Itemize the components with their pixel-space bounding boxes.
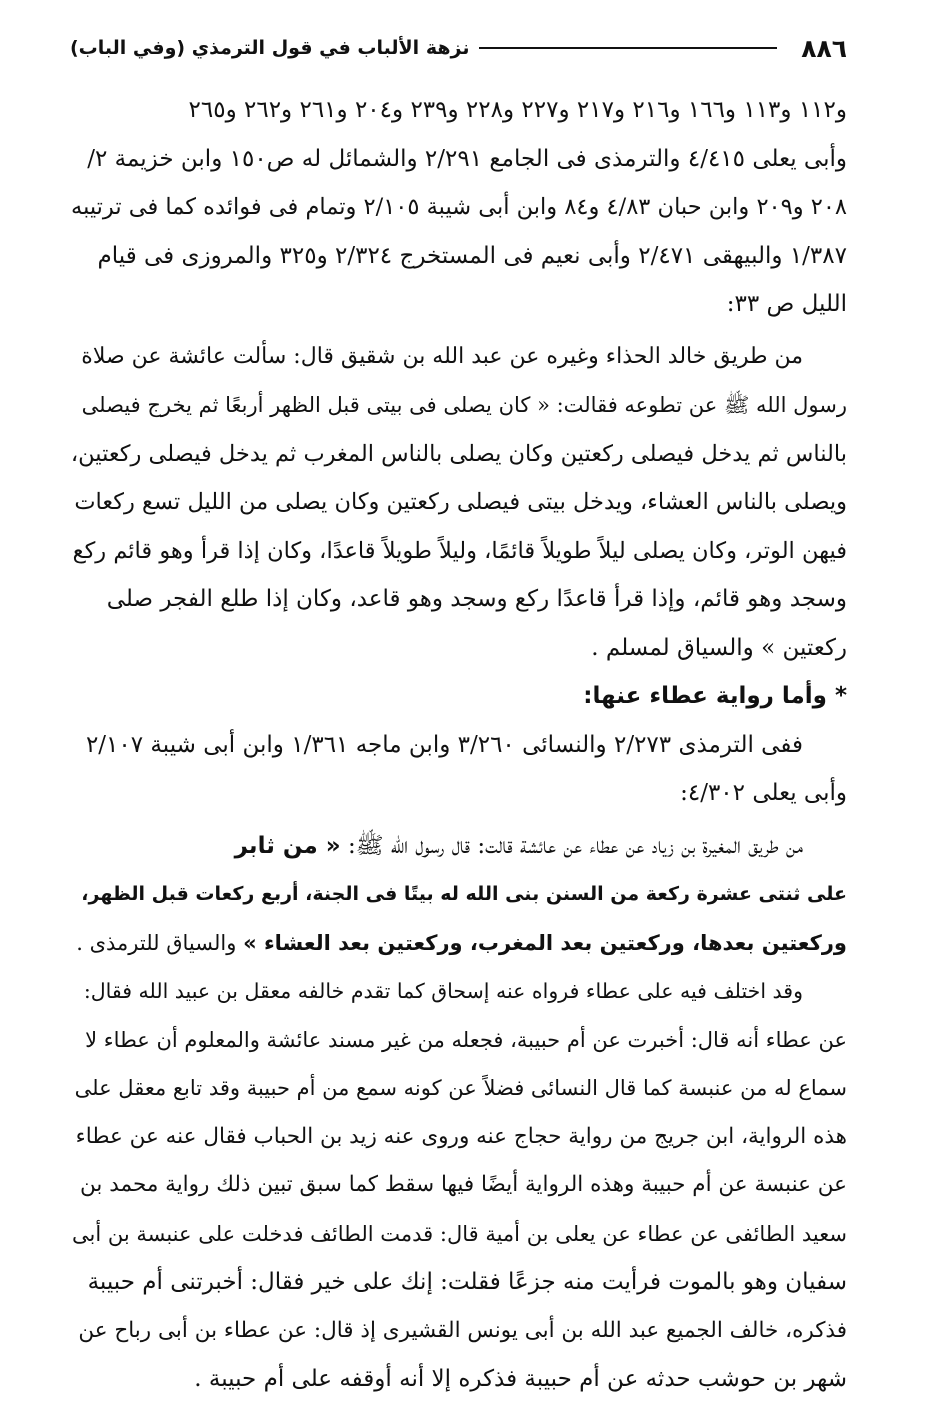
paragraph-discussion — [70, 967, 847, 1404]
text-line — [70, 822, 847, 871]
text-bold: « من ثابر — [234, 832, 341, 859]
running-title: نزهة الألباب في قول الترمذي (وفي الباب) — [70, 37, 470, 59]
text-line: ٢٠٨ و٢٠٩ وابن حبان ٤/٨٣ و٨٤ وابن أبى شيبة ٢/١٠٥ وتمام فى فوائده كما فى ترتيبه — [71, 194, 847, 220]
text-line: فذكره، خالف الجميع عبد الله بن أبى يونس القشيرى إذ قال: عن عطاء بن أبى رباح عن — [78, 1317, 847, 1343]
text-line: ركعتين » والسياق لمسلم . — [591, 634, 847, 661]
text-plain: من طريق المغيرة بن زياد عن عطاء عن عائشة قالت: قال رسول الله ﷺ: — [340, 832, 803, 859]
paragraph-hadith-aisha — [70, 333, 847, 673]
text-line: فيهن الوتر، وكان يصلى ليلاً طويلاً قائمًا، وليلاً طويلاً قاعدًا، وكان إذا قرأ وهو قائم ركع — [72, 537, 847, 564]
paragraph-hadith-text — [70, 822, 847, 968]
text-line — [70, 919, 847, 968]
paragraph-references — [70, 86, 847, 329]
text-bold: وركعتين بعدها، وركعتين بعد المغرب، وركعتين بعد العشاء » — [243, 930, 847, 955]
text-line: سفيان وهو بالموت فرأيت منه جزعًا فقلت: إنك على خير فقال: أخبرتنى أم حبيبة — [87, 1269, 847, 1295]
text-line: هذه الرواية، ابن جريج من رواية حجاج عنه وروى عنه زيد بن الحباب فقال عنه عن عطاء — [75, 1123, 847, 1149]
text-line: ويصلى بالناس العشاء، ويدخل بيتى فيصلى ركعتين وكان يصلى من الليل تسع ركعات — [74, 489, 847, 515]
text-line: وقد اختلف فيه على عطاء فرواه عنه إسحاق كما تقدم خالفه معقل بن عبيد الله فقال: — [83, 979, 803, 1003]
text-line: سعيد الطائفى عن عطاء عن يعلى بن أمية قال: قدمت الطائف فدخلت على عنبسة بن أبى — [71, 1221, 847, 1246]
section-heading: * وأما رواية عطاء عنها: — [583, 683, 847, 709]
text-line: ١/٣٨٧ والبيهقى ٢/٤٧١ وأبى نعيم فى المستخرج ٢/٣٢٤ و٣٢٥ والمروزى فى قيام — [97, 242, 847, 269]
text-line: عن عنبسة عن أم حبيبة وهذه الرواية أيضًا فيها سقط كما سبق تبين ذلك رواية محمد بن — [80, 1172, 847, 1197]
page-number: ٨٨٦ — [801, 33, 847, 63]
text-line: وأبى يعلى ٤/٤١٥ والترمذى فى الجامع ٢/٢٩١ والشمائل له ص١٥٠ وابن خزيمة ٢/ — [87, 145, 847, 172]
text-line: على ثنتى عشرة ركعة من السنن بنى الله له بيتًا فى الجنة، أربع ركعات قبل الظهر، — [81, 883, 847, 905]
text-line: شهر بن حوشب حدثه عن أم حبيبة فذكره إلا أنه أوقفه على أم حبيبة . — [194, 1366, 847, 1392]
text-line: رسول الله ﷺ عن تطوعه فقالت: « كان يصلى فى بيتى قبل الظهر أربعًا ثم يخرج فيصلى — [81, 393, 847, 417]
text-line: وسجد وهو قائم، وإذا قرأ قاعدًا ركع وسجد وهو قاعد، وكان إذا طلع الفجر صلى — [106, 586, 847, 612]
text-line: من طريق خالد الحذاء وغيره عن عبد الله بن شقيق قال: سألت عائشة عن صلاة — [81, 343, 803, 369]
text-line: ففى الترمذى ٢/٢٧٣ والنسائى ٣/٢٦٠ وابن ماجه ١/٣٦١ وابن أبى شيبة ٢/١٠٧ — [85, 731, 803, 758]
page-header — [70, 30, 847, 66]
text-line: وأبى يعلى ٤/٣٠٢: — [680, 780, 847, 806]
text-plain: والسياق للترمذى . — [76, 930, 244, 955]
text-line: بالناس ثم يدخل فيصلى ركعتين وكان يصلى بالناس المغرب ثم يدخل فيصلى ركعتين، — [70, 440, 847, 467]
text-line: سماع له من عنبسة كما قال النسائى فضلاً عن كونه سمع من أم حبيبة وقد تابع معقل على — [74, 1076, 847, 1100]
header-rule — [479, 47, 777, 49]
text-line: و١١٢ و١١٣ و١٦٦ و٢١٦ و٢١٧ و٢٢٧ و٢٢٨ و٢٣٩ و٢٠٤ و٢٦١ و٢٦٢ و٢٦٥ — [188, 97, 847, 123]
text-line: عن عطاء أنه قال: أخبرت عن أم حبيبة، فجعله من غير مسند عائشة والمعلوم أن عطاء لا — [85, 1027, 847, 1052]
paragraph-ata-refs — [70, 721, 847, 818]
text-line: الليل ص ٣٣: — [726, 291, 847, 317]
page-body — [70, 86, 847, 1404]
